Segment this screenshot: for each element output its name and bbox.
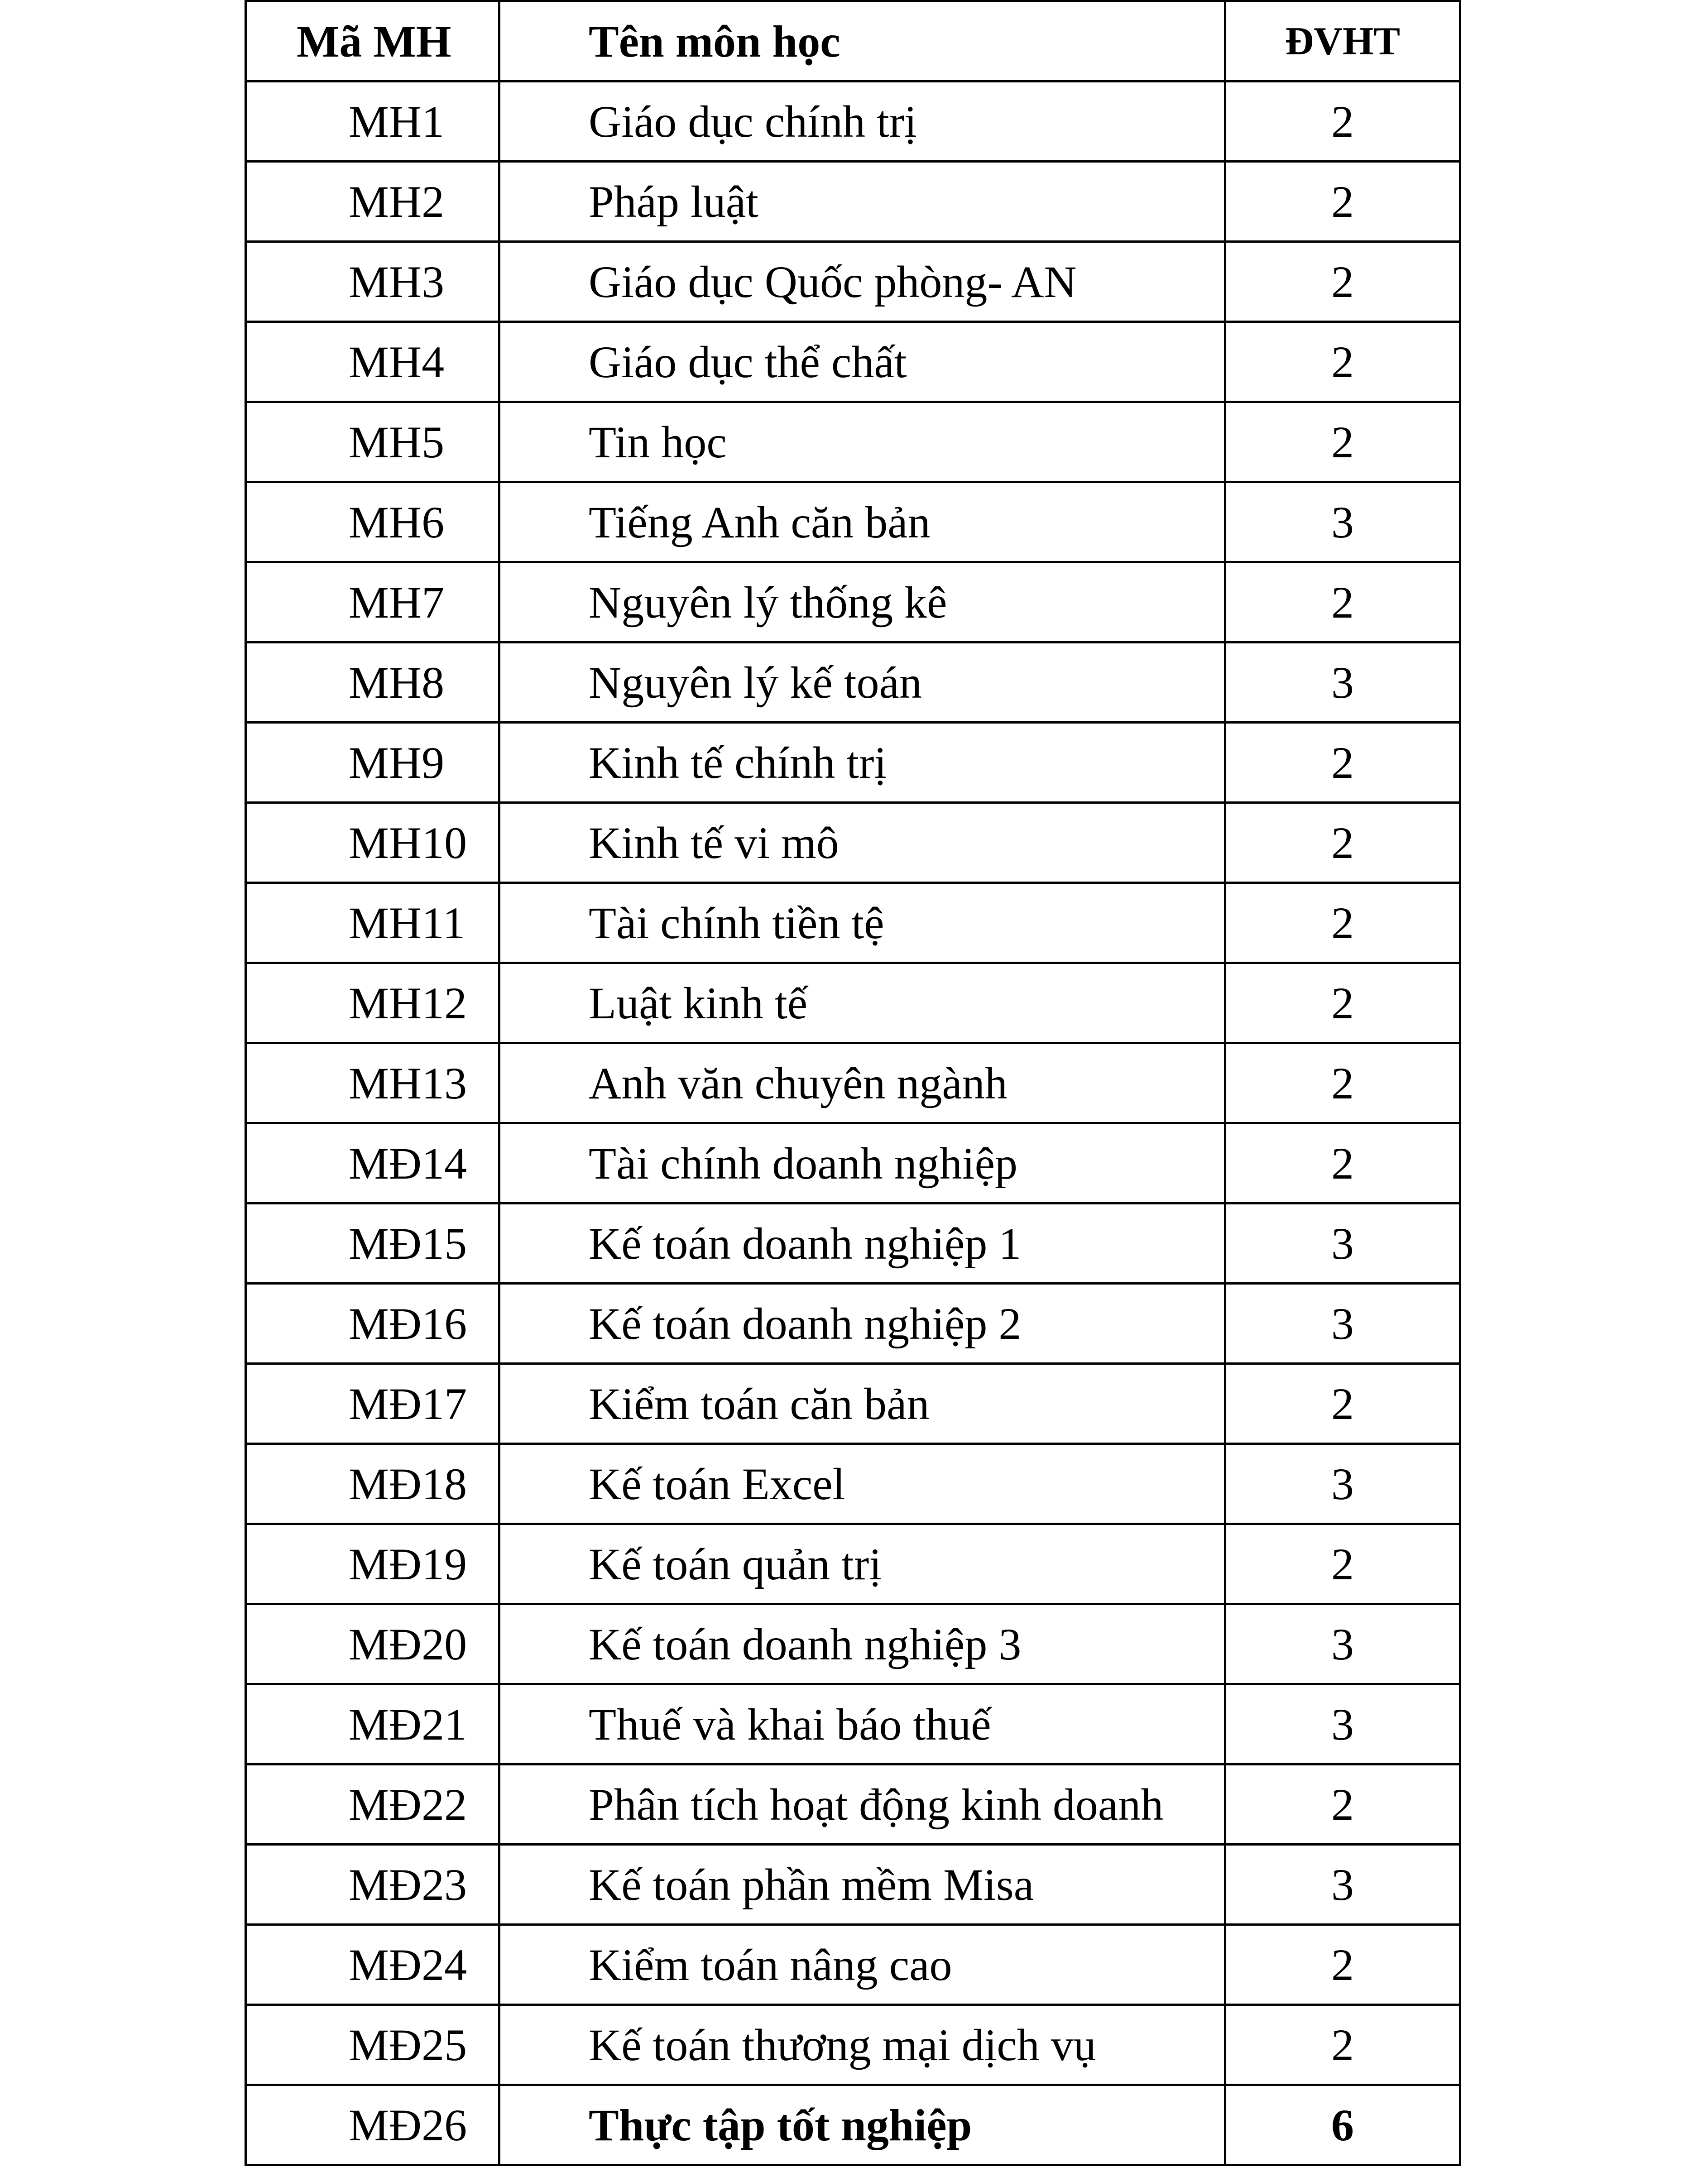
table-row — [246, 162, 1460, 242]
course-name: Thực tập tốt nghiệp — [499, 2085, 1225, 2165]
course-code: MH11 — [246, 883, 499, 963]
course-credits: 2 — [1225, 1364, 1460, 1444]
table-row — [246, 562, 1460, 642]
table-row — [246, 1604, 1460, 1684]
table-row — [246, 2005, 1460, 2085]
table-row — [246, 1845, 1460, 1925]
course-credits: 3 — [1225, 1845, 1460, 1925]
course-code: MĐ25 — [246, 2005, 499, 2085]
table-row — [246, 1444, 1460, 1524]
course-code: MĐ23 — [246, 1845, 499, 1925]
course-name: Nguyên lý kế toán — [499, 642, 1225, 723]
course-credits: 3 — [1225, 1604, 1460, 1684]
course-credits: 2 — [1225, 1524, 1460, 1604]
course-credits: 2 — [1225, 2005, 1460, 2085]
course-code: MH10 — [246, 803, 499, 883]
course-credits: 3 — [1225, 482, 1460, 562]
course-code: MH4 — [246, 322, 499, 402]
course-code: MH5 — [246, 402, 499, 482]
header-credits: ĐVHT — [1225, 1, 1460, 82]
table-row — [246, 1203, 1460, 1284]
course-credits: 2 — [1225, 322, 1460, 402]
course-credits: 2 — [1225, 562, 1460, 642]
table-row — [246, 482, 1460, 562]
course-name: Kế toán doanh nghiệp 2 — [499, 1284, 1225, 1364]
course-credits: 2 — [1225, 883, 1460, 963]
course-name: Phân tích hoạt động kinh doanh — [499, 1764, 1225, 1845]
course-name: Nguyên lý thống kê — [499, 562, 1225, 642]
course-code: MĐ24 — [246, 1925, 499, 2005]
course-code: MH8 — [246, 642, 499, 723]
course-name: Tài chính doanh nghiệp — [499, 1123, 1225, 1203]
table-row — [246, 322, 1460, 402]
table-row — [246, 803, 1460, 883]
course-name: Tin học — [499, 402, 1225, 482]
course-code: MĐ15 — [246, 1203, 499, 1284]
course-credits: 2 — [1225, 1764, 1460, 1845]
course-credits: 2 — [1225, 963, 1460, 1043]
course-name: Giáo dục thể chất — [499, 322, 1225, 402]
course-code: MH12 — [246, 963, 499, 1043]
course-code: MĐ19 — [246, 1524, 499, 1604]
table-row — [246, 402, 1460, 482]
table-row — [246, 1364, 1460, 1444]
table-row — [246, 242, 1460, 322]
course-credits: 2 — [1225, 1925, 1460, 2005]
table-row — [246, 1764, 1460, 1845]
course-code: MĐ20 — [246, 1604, 499, 1684]
course-name: Kinh tế vi mô — [499, 803, 1225, 883]
course-name: Giáo dục Quốc phòng- AN — [499, 242, 1225, 322]
course-credits: 3 — [1225, 1684, 1460, 1764]
course-name: Kế toán doanh nghiệp 1 — [499, 1203, 1225, 1284]
table-row — [246, 1925, 1460, 2005]
course-code: MH3 — [246, 242, 499, 322]
course-code: MĐ18 — [246, 1444, 499, 1524]
course-code: MH7 — [246, 562, 499, 642]
course-name: Kiểm toán nâng cao — [499, 1925, 1225, 2005]
course-name: Kế toán thương mại dịch vụ — [499, 2005, 1225, 2085]
course-code: MĐ16 — [246, 1284, 499, 1364]
table-header-row — [246, 1, 1460, 82]
course-name: Luật kinh tế — [499, 963, 1225, 1043]
course-name: Tiếng Anh căn bản — [499, 482, 1225, 562]
course-name: Kế toán Excel — [499, 1444, 1225, 1524]
course-code: MH13 — [246, 1043, 499, 1123]
course-name: Tài chính tiền tệ — [499, 883, 1225, 963]
table-row — [246, 1684, 1460, 1764]
course-code: MH6 — [246, 482, 499, 562]
course-code: MH2 — [246, 162, 499, 242]
table-row-graduation-internship — [246, 2085, 1460, 2165]
table-row — [246, 883, 1460, 963]
course-name: Kinh tế chính trị — [499, 723, 1225, 803]
course-credits: 3 — [1225, 1203, 1460, 1284]
course-code: MĐ22 — [246, 1764, 499, 1845]
course-name: Kế toán doanh nghiệp 3 — [499, 1604, 1225, 1684]
course-code: MĐ21 — [246, 1684, 499, 1764]
course-code: MH1 — [246, 82, 499, 162]
table-row — [246, 642, 1460, 723]
table-row — [246, 723, 1460, 803]
course-credits: 2 — [1225, 242, 1460, 322]
course-credits: 2 — [1225, 402, 1460, 482]
course-credits: 2 — [1225, 1123, 1460, 1203]
course-name: Pháp luật — [499, 162, 1225, 242]
course-name: Giáo dục chính trị — [499, 82, 1225, 162]
table-row — [246, 1524, 1460, 1604]
header-name: Tên môn học — [499, 1, 1225, 82]
table-row — [246, 963, 1460, 1043]
course-name: Kế toán phần mềm Misa — [499, 1845, 1225, 1925]
course-table — [245, 0, 1461, 2166]
header-code: Mã MH — [246, 1, 499, 82]
table-row — [246, 1043, 1460, 1123]
table-row — [246, 82, 1460, 162]
course-name: Kế toán quản trị — [499, 1524, 1225, 1604]
course-credits: 3 — [1225, 642, 1460, 723]
course-credits: 2 — [1225, 803, 1460, 883]
course-code: MĐ14 — [246, 1123, 499, 1203]
course-code: MĐ26 — [246, 2085, 499, 2165]
course-name: Kiểm toán căn bản — [499, 1364, 1225, 1444]
course-name: Anh văn chuyên ngành — [499, 1043, 1225, 1123]
course-credits: 2 — [1225, 723, 1460, 803]
table-row — [246, 1123, 1460, 1203]
course-credits: 2 — [1225, 162, 1460, 242]
course-credits: 3 — [1225, 1444, 1460, 1524]
course-credits: 3 — [1225, 1284, 1460, 1364]
course-name: Thuế và khai báo thuế — [499, 1684, 1225, 1764]
course-code: MĐ17 — [246, 1364, 499, 1444]
course-credits: 6 — [1225, 2085, 1460, 2165]
course-credits: 2 — [1225, 1043, 1460, 1123]
course-code: MH9 — [246, 723, 499, 803]
course-credits: 2 — [1225, 82, 1460, 162]
table-row — [246, 1284, 1460, 1364]
